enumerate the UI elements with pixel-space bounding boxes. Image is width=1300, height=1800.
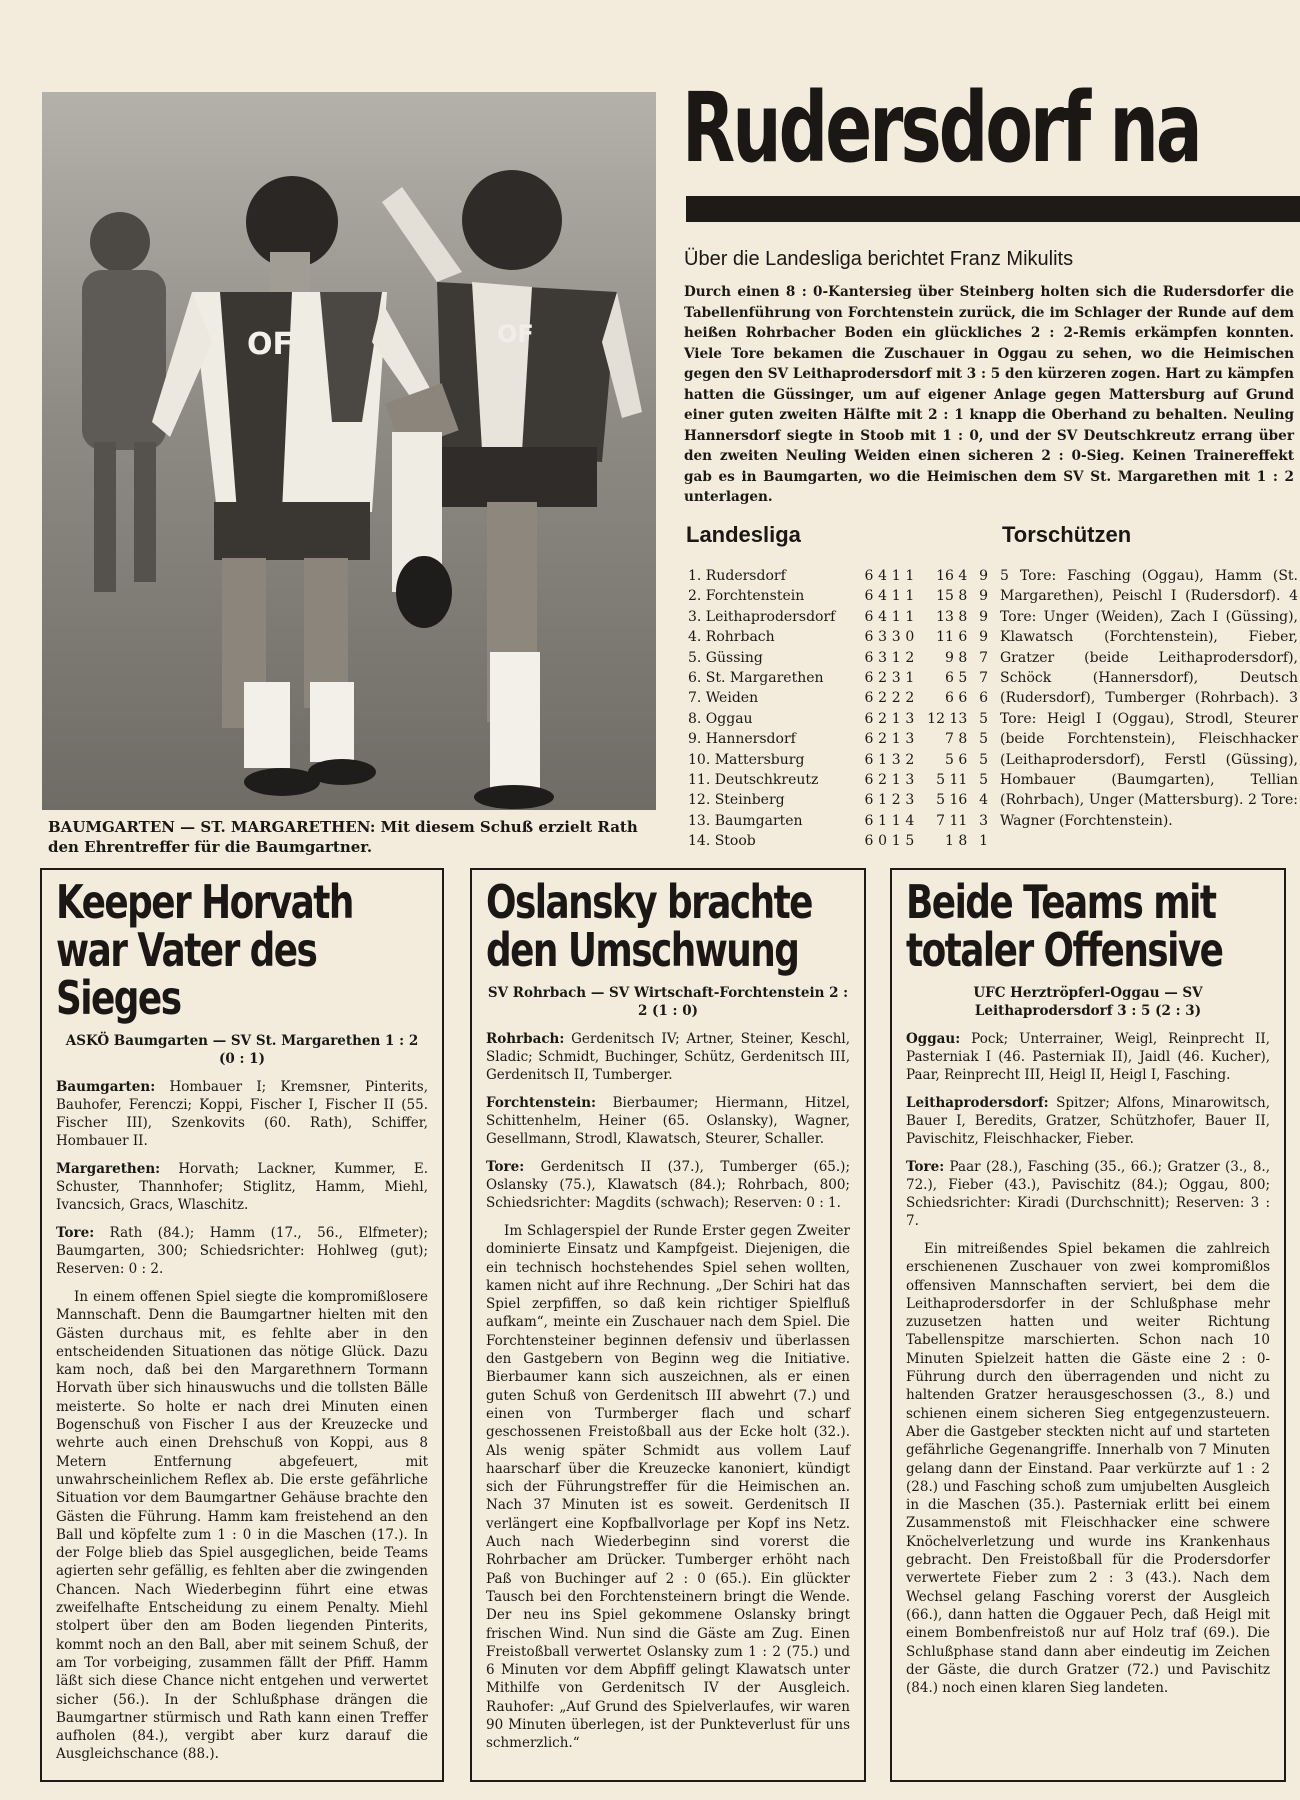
stat-l: 3	[905, 792, 915, 809]
stat-l: 1	[905, 670, 915, 687]
standings-row	[688, 770, 988, 790]
team-name: 9. Hannersdorf	[688, 731, 796, 748]
stat-pts: 5	[979, 731, 988, 748]
article-headline: Keeper Horvath war Vater des Sieges	[56, 875, 353, 1025]
stat-goals: 9 8	[945, 649, 968, 666]
lineup-away: Margarethen: Horvath; Lackner, Kummer, E. Schuster, Thannhofer; Stiglitz, Hamm, Miehl, Ivancsich, Gracs, Wlaschitz.	[56, 1161, 428, 1213]
stat-goals: 5 16	[936, 792, 968, 809]
stat-w: 0	[878, 833, 888, 850]
byline: Über die Landesliga berichtet Franz Mikulits	[684, 248, 1074, 270]
stat-goals: 15 8	[936, 588, 968, 605]
standings-row	[688, 790, 988, 810]
stat-d: 3	[891, 670, 901, 687]
match-facts: Tore: Paar (28.), Fasching (35., 66.); Gratzer (3., 8., 72.), Fieber (43.), Pavischitz (84.); Oggau, 800; Schiedsrichter: Kiradi (Durchschnitt); Reserven: 3 : 7.	[906, 1159, 1270, 1229]
stat-w: 1	[878, 751, 888, 768]
stat-d: 3	[891, 629, 901, 646]
stat-w: 1	[878, 812, 888, 829]
stat-goals: 7 11	[936, 812, 968, 829]
stat-p: 6	[864, 751, 874, 768]
stat-goals: 13 8	[936, 608, 968, 625]
stat-d: 1	[891, 608, 901, 625]
match-facts: Tore: Rath (84.); Hamm (17., 56., Elfmeter); Baumgarten, 300; Schiedsrichter: Hohlweg (gut); Reserven: 0 : 2.	[56, 1225, 428, 1277]
lineup-home: Rohrbach: Gerdenitsch IV; Artner, Steiner, Keschl, Sladic; Schmidt, Buchinger, Schütz, Gerdenitsch III, Gerdenitsch II, Tumberger.	[486, 1031, 850, 1083]
team-name: 7. Weiden	[688, 690, 759, 707]
stat-pts: 7	[979, 649, 988, 666]
stat-w: 3	[878, 629, 888, 646]
stat-goals: 6 6	[945, 690, 968, 707]
standings-table	[688, 566, 988, 852]
team-name: 1. Rudersdorf	[688, 568, 786, 584]
article-baumgarten	[40, 868, 444, 1782]
article-headline: Beide Teams mit totaler Offensive	[906, 875, 1223, 977]
stat-goals: 5 11	[936, 772, 968, 789]
stat-l: 3	[905, 772, 915, 789]
stat-pts: 5	[979, 710, 988, 727]
stat-d: 2	[891, 792, 901, 809]
football-players-image	[42, 92, 656, 810]
stat-p: 6	[864, 588, 874, 605]
stat-l: 5	[905, 833, 915, 850]
stat-w: 4	[878, 568, 888, 584]
stat-p: 6	[864, 731, 874, 748]
stat-l: 0	[905, 629, 915, 646]
stat-d: 1	[891, 568, 901, 584]
match-facts: Tore: Gerdenitsch II (37.), Tumberger (65.); Oslansky (75.), Klawatsch (84.); Rohrbach, 800; Schiedsrichter: Magdits (schwach); Reserven: 0 : 1.	[486, 1159, 850, 1211]
stat-pts: 1	[979, 833, 988, 850]
stat-goals: 7 8	[945, 731, 968, 748]
stat-d: 1	[891, 588, 901, 605]
photo-caption: BAUMGARTEN — ST. MARGARETHEN: Mit diesem Schuß erzielt Rath den Ehrentreffer für die Baumgartner.	[48, 818, 638, 856]
stat-d: 1	[891, 731, 901, 748]
standings-row	[688, 729, 988, 749]
team-name: 13. Baumgarten	[688, 812, 803, 829]
stat-w: 3	[878, 649, 888, 666]
stat-l: 2	[905, 649, 915, 666]
stat-p: 6	[864, 670, 874, 687]
stat-goals: 5 6	[945, 751, 968, 768]
stat-w: 2	[878, 731, 888, 748]
stat-pts: 9	[979, 608, 988, 625]
standings-row	[688, 831, 988, 851]
match-photo	[42, 92, 656, 810]
standings-row	[688, 709, 988, 729]
article-body: In einem offenen Spiel siegte die kompromißlosere Mannschaft. Denn die Baumgartner hielten mit den Gästen durchaus mit, es fehlte aber in den entscheidenden Situationen das nötige Glück. Dazu kam noch, daß bei den Margarethnern Tormann Horvath über sich hinauswuchs und die tollsten Bälle meisterte. So holte er nach drei Minuten einen Bogenschuß von Fischer I aus der Kreuzecke und wehrte auch einen Drehschuß von Koppi, aus 8 Metern Entfernung abgefeuert, mit unwahrscheinlichem Reflex ab. Die erste gefährliche Situation vor dem Baumgartner Gehäuse brachte den Gästen die Führung. Hamm kam freistehend an den Ball und köpfelte zum 1 : 0 in die Maschen (17.). In der Folge blieb das Spiel ausgeglichen, beide Teams agierten sehr gefällig, es fehlten aber die zwingenden Chancen. Nach Wiederbeginn führt eine etwas zweifelhafte Entscheidung zu einem Penalty. Miehl stolpert über den am Boden liegenden Pinterits, kommt noch an den Ball, aber mit seinem Schuß, der am Tor vorbeiging, zusammen fällt der Pfiff. Hamm läßt sich diese Chance nicht entgehen und verwertet sicher (56.). In der Schlußphase drängen die Baumgartner stürmisch und Rath kann einen Treffer aufholen (84.), vergibt aber kurz darauf die Ausgleichschance (88.).	[56, 1289, 428, 1763]
stat-pts: 6	[979, 690, 988, 707]
article-body: Ein mitreißendes Spiel bekamen die zahlreich erschienenen Zuschauer von zwei kompromißlos offensiven Mannschaften serviert, bei dem die Leithaprodersdorfer in der Schlußphase mehr zuzusetzen hatten und weiter Richtung Tabellenspitze marschierten. Schon nach 10 Minuten Spielzeit hatten die Gäste eine 2 : 0-Führung durch den überragenden und nicht zu haltenden Gratzer herausgeschossen (3., 8.) und schienen einem sicheren Sieg entgegenzusteuern. Aber die Gastgeber steckten nicht auf und starteten gefährliche Gegenangriffe. Innerhalb von 7 Minuten gelang dann der Einstand. Paar verkürzte auf 1 : 2 (28.) und Fasching schoß zum umjubelten Ausgleich in die Maschen (35.). Pasterniak erlitt bei einem Zusammenstoß mit Fleischhacker eine schwere Knöchelverletzung und wurde ins Krankenhaus gebracht. Den Freistoßball für die Prodersdorfer verwertete Fieber zum 2 : 3 (43.). Nach dem Wechsel gelang Fasching vorerst der Ausgleich (66.), dann hatten die Oggauer Pech, daß Heigl mit einem Bombenfreistoß nur auf Holz traf (69.). Die Schlußphase stand dann aber eindeutig im Zeichen der Gäste, die durch Gratzer (72.) und Pavischitz (84.) noch einen klaren Sieg landeten.	[906, 1241, 1270, 1697]
article-headline: Oslansky brachte den Umschwung	[486, 875, 812, 977]
team-name: 14. Stoob	[688, 833, 756, 850]
stat-p: 6	[864, 690, 874, 707]
team-name: 5. Güssing	[688, 649, 763, 666]
match-result: ASKÖ Baumgarten — SV St. Margarethen 1 : 2 (0 : 1)	[65, 1033, 419, 1067]
stat-w: 4	[878, 588, 888, 605]
standings-title: Landesliga	[686, 522, 801, 547]
standings-row	[688, 750, 988, 770]
article-body: Im Schlagerspiel der Runde Erster gegen Zweiter dominierte Einsatz und Kampfgeist. Diejenigen, die ein technisch hochstehendes Spiel sehen wollten, kamen nicht auf ihre Rechnung. „Der Schiri hat das Spiel zerpfiffen, so daß kein richtiger Spielfluß aufkam“, meinte ein Zuschauer nach dem Spiel. Die Forchtensteiner beginnen defensiv und überlassen den Gastgebern von Beginn weg die Initiative. Bierbaumer kann sich auszeichnen, als er einen guten Schuß von Gerdenitsch III abwehrt (7.) und einen von Turmberger flach und scharf geschossenen Freistoßball aus der Ecke holt (32.). Als wenig später Schmidt aus vollem Lauf haarscharf über die Kreuzecke kanoniert, kündigt sich der Führungstreffer für die Heimischen an. Nach 37 Minuten ist es soweit. Gerdenitsch II verlängert eine Kopfballvorlage per Kopf ins Netz. Auch nach Wiederbeginn sind vorerst die Rohrbacher am Drücker. Tumberger erhöht nach Paß von Buchinger auf 2 : 0 (65.). Ein glückter Tausch bei den Forchtensteinern bringt die Wende. Der neu ins Spiel gekommene Oslansky bringt frischen Wind. Nun sind die Gäste am Zug. Einen Freistoßball verwertet Oslansky zum 1 : 2 (75.) und 6 Minuten vor dem Abpfiff gelingt Klawatsch unter Mithilfe von Gerdenitsch IV der Ausgleich. Rauhofer: „Auf Grund des Spielverlaufes, wir waren 90 Minuten überlegen, ist der Punkteverlust für uns schmerzlich.“	[486, 1223, 850, 1752]
jersey-logo: OF	[247, 327, 293, 362]
stat-pts: 7	[979, 670, 988, 687]
stat-l: 3	[905, 731, 915, 748]
lineup-away: Leithaprodersdorf: Spitzer; Alfons, Minarowitsch, Bauer I, Beredits, Gratzer, Schützhofer, Bauer II, Pavischitz, Fleischhacker, Fieber.	[906, 1095, 1270, 1147]
team-name: 11. Deutschkreutz	[688, 772, 819, 789]
scorers-list: 5 Tore: Fasching (Oggau), Hamm (St. Margarethen), Peischl I (Rudersdorf). 4 Tore: Unger (Weiden), Zach I (Güssing), Klawatsch (Forchtenstein), Fieber, Gratzer (beide Leithaprodersdorf), Schöck (Hannersdorf), Deutsch (Rudersdorf), Tumberger (Rohrbach). 3 Tore: Heigl I (Oggau), Strodl, Steurer (beide Forchtenstein), Fleischhacker (Leithaprodersdorf), Ferstl (Güssing), Hombauer (Baumgarten), Tellian (Rohrbach), Unger (Mattersburg). 2 Tore: Wagner (Forchtenstein).	[1000, 568, 1298, 829]
standings-row	[688, 586, 988, 606]
stat-pts: 5	[979, 772, 988, 789]
stat-l: 1	[905, 588, 915, 605]
stat-l: 2	[905, 751, 915, 768]
stat-l: 3	[905, 710, 915, 727]
stat-l: 1	[905, 568, 915, 584]
article-oggau	[890, 868, 1286, 1782]
stat-w: 2	[878, 690, 888, 707]
stat-p: 6	[864, 608, 874, 625]
standings-row	[688, 648, 988, 668]
stat-p: 6	[864, 649, 874, 666]
stat-d: 1	[891, 710, 901, 727]
stat-p: 6	[864, 629, 874, 646]
standings-row	[688, 566, 988, 586]
stat-goals: 12 13	[927, 710, 968, 727]
scorers-title: Torschützen	[1002, 522, 1132, 547]
stat-d: 1	[891, 772, 901, 789]
stat-l: 2	[905, 690, 915, 707]
stat-p: 6	[864, 568, 874, 584]
headline-rule	[686, 196, 1300, 222]
standings-row	[688, 811, 988, 831]
stat-p: 6	[864, 772, 874, 789]
lineup-home: Oggau: Pock; Unterrainer, Weigl, Reinprecht II, Pasterniak I (46. Pasterniak II), Jaidl (46. Kucher), Paar, Reinprecht III, Heigl II, Heigl I, Fasching.	[906, 1031, 1270, 1083]
team-name: 2. Forchtenstein	[688, 588, 805, 605]
stat-pts: 9	[979, 629, 988, 646]
stat-w: 4	[878, 608, 888, 625]
main-headline: Rudersdorf na	[682, 78, 1200, 178]
stat-d: 1	[891, 812, 901, 829]
stat-w: 2	[878, 710, 888, 727]
stat-d: 2	[891, 690, 901, 707]
stat-pts: 9	[979, 568, 988, 584]
stat-w: 1	[878, 792, 888, 809]
stat-w: 2	[878, 670, 888, 687]
stat-goals: 6 5	[945, 670, 968, 687]
stat-pts: 4	[979, 792, 988, 809]
stat-p: 6	[864, 710, 874, 727]
team-name: 6. St. Margarethen	[688, 670, 824, 687]
stat-p: 6	[864, 792, 874, 809]
team-name: 3. Leithaprodersdorf	[688, 608, 836, 625]
standings-row	[688, 607, 988, 627]
standings-row	[688, 688, 988, 708]
article-rohrbach	[470, 868, 866, 1782]
match-result: SV Rohrbach — SV Wirtschaft-Forchtenstein 2 : 2 (1 : 0)	[487, 985, 849, 1019]
team-name: 4. Rohrbach	[688, 629, 775, 646]
stat-l: 4	[905, 812, 915, 829]
svg-text:OF: OF	[497, 320, 534, 348]
stat-pts: 3	[979, 812, 988, 829]
team-name: 8. Oggau	[688, 710, 753, 727]
stat-d: 3	[891, 751, 901, 768]
stat-p: 6	[864, 833, 874, 850]
match-result: UFC Herztröpferl-Oggau — SV Leithaprodersdorf 3 : 5 (2 : 3)	[973, 985, 1203, 1019]
stat-l: 1	[905, 608, 915, 625]
stat-p: 6	[864, 812, 874, 829]
standings-row	[688, 668, 988, 688]
stat-pts: 9	[979, 588, 988, 605]
stat-goals: 11 6	[936, 629, 968, 646]
stat-pts: 5	[979, 751, 988, 768]
lineup-home: Baumgarten: Hombauer I; Kremsner, Pinterits, Bauhofer, Ferenczi; Koppi, Fischer I, Fischer II (55. Fischer III), Szenkovits (60. Rath), Schiffer, Hombauer II.	[56, 1079, 428, 1149]
stat-d: 1	[891, 833, 901, 850]
stat-w: 2	[878, 772, 888, 789]
stat-d: 1	[891, 649, 901, 666]
lead-paragraph: Durch einen 8 : 0-Kantersieg über Steinberg holten sich die Rudersdorfer die Tabellenführung von Forchtenstein zurück, die im Schlager der Runde auf dem heißen Rohrbacher Boden ein glückliches 2 : 2-Remis erkämpfen konnten. Viele Tore bekamen die Zuschauer in Oggau zu sehen, wo die Heimischen gegen den SV Leithaprodersdorf mit 3 : 5 den kürzeren zogen. Hart zu kämpfen hatten die Güssinger, um auf eigener Anlage gegen Mattersburg auf Grund einer guten zweiten Hälfte mit 2 : 1 knapp die Oberhand zu behalten. Neuling Hannersdorf siegte in Stoob mit 1 : 0, und der SV Deutschkreutz errang über den zweiten Neuling Weiden einen sicheren 2 : 0-Sieg. Keinen Trainereffekt gab es in Baumgarten, wo die Heimischen dem SV St. Margarethen mit 1 : 2 unterlagen.	[684, 284, 1294, 505]
stat-goals: 16 4	[936, 568, 968, 584]
team-name: 12. Steinberg	[688, 792, 785, 809]
stat-goals: 1 8	[945, 833, 968, 850]
team-name: 10. Mattersburg	[688, 751, 805, 768]
lineup-away: Forchtenstein: Bierbaumer; Hiermann, Hitzel, Schittenhelm, Heiner (65. Oslansky), Wagner, Gesellmann, Strodl, Klawatsch, Steurer, Schaller.	[486, 1095, 850, 1147]
standings-row	[688, 627, 988, 647]
